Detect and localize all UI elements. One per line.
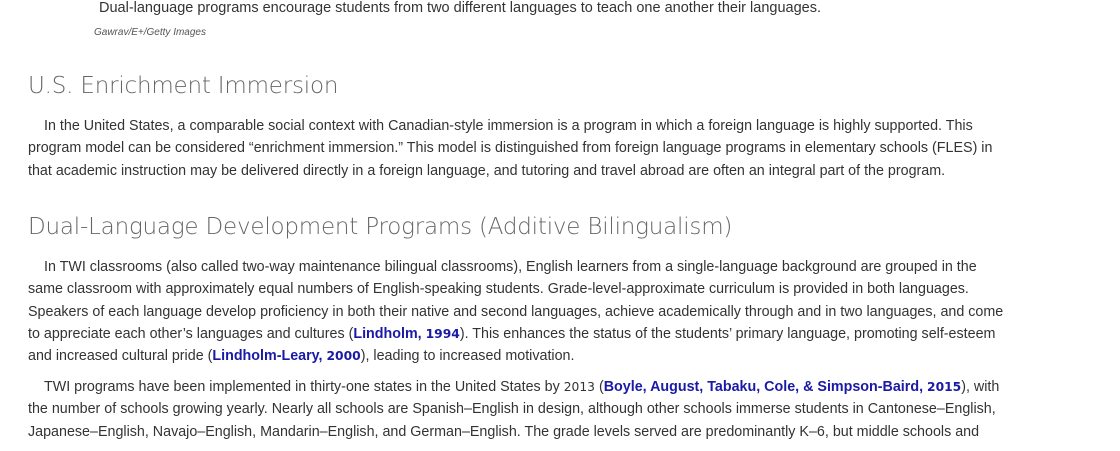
image-credit: Gawrav/E+/Getty Images <box>94 27 206 38</box>
text-segment: ), leading to increased motivation. <box>360 348 575 365</box>
text-segment: TWI programs have been implemented in thirty-one states in the United States by <box>44 379 564 395</box>
section-heading: U.S. Enrichment Immersion <box>28 73 339 99</box>
citation-link-lindholm-leary-2000[interactable] <box>212 348 360 364</box>
text-line <box>28 323 1120 345</box>
text-line: In the United States, a comparable social context with Canadian-style immersion is a program in which a foreign language is highly supported. This <box>44 118 973 134</box>
caption-text: Dual-language programs encourage students from two different languages to teach one another their languages. <box>99 0 821 16</box>
paragraph <box>28 256 1120 367</box>
year-text: 2013 <box>563 380 595 394</box>
citation-year: 2000 <box>326 349 361 364</box>
text-line <box>28 376 1120 398</box>
section-heading: Dual-Language Development Programs (Additive Bilingualism) <box>28 214 733 240</box>
citation-link-boyle-2015[interactable] <box>604 379 962 395</box>
text-line: same classroom with approximately equal numbers of English-speaking students. Grade-level-approximate curriculum is provided in both languages. <box>28 281 969 298</box>
paragraph <box>28 115 1120 182</box>
citation-author: Lindholm-Leary, <box>212 348 327 365</box>
paragraph <box>28 376 1120 443</box>
citation-author: Lindholm, <box>353 325 426 342</box>
text-segment: ), with <box>961 379 1000 395</box>
text-segment: ). This enhances the status of the students’ primary language, promoting self-esteem <box>459 325 996 342</box>
text-line: Japanese–English, Navajo–English, Mandarin–English, and German–English. The grade levels served are predominantly K–6, but middle schools and <box>28 423 980 440</box>
text-line: program model can be considered “enrichment immersion.” This model is distinguished from foreign language programs in elementary schools (FLES) in <box>28 140 993 157</box>
citation-link-lindholm-1994[interactable] <box>353 326 459 342</box>
text-line: that academic instruction may be delivered directly in a foreign language, and tutoring and travel abroad are often an integral part of the program. <box>28 162 946 179</box>
citation-author: Boyle, August, Tabaku, Cole, & Simpson-Baird, <box>603 379 928 395</box>
text-segment: ( <box>594 379 604 395</box>
text-line: Speakers of each language develop proficiency in both their native and second languages, achieve academically through and in two languages, and come <box>28 303 1004 320</box>
citation-year: 1994 <box>425 326 460 341</box>
text-line: the number of schools growing yearly. Nearly all schools are Spanish–English in design, although other schools immerse students in Cantonese–English, <box>28 401 996 418</box>
text-segment: and increased cultural pride ( <box>28 348 213 365</box>
citation-year: 2015 <box>927 380 962 394</box>
text-line: In TWI classrooms (also called two-way maintenance bilingual classrooms), English learners from a single-language background are grouped in the <box>44 259 977 275</box>
text-line <box>28 345 1120 367</box>
text-segment: to appreciate each other’s languages and cultures ( <box>28 325 354 342</box>
